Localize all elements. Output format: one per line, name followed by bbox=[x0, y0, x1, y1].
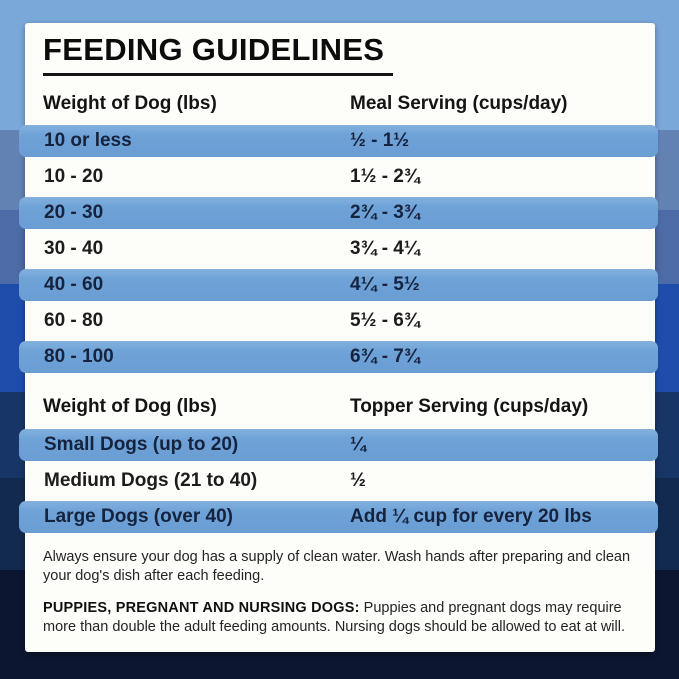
feeding-guidelines-panel bbox=[25, 23, 655, 652]
serving-cell: 2¾ - 3¾ bbox=[350, 202, 420, 223]
meal-table-header bbox=[25, 92, 655, 116]
weight-cell: 60 - 80 bbox=[44, 310, 104, 331]
weight-cell: 40 - 60 bbox=[44, 274, 104, 295]
table-row bbox=[19, 233, 658, 265]
serving-cell: 5½ - 6¾ bbox=[350, 310, 420, 331]
weight-cell: 80 - 100 bbox=[44, 346, 114, 367]
meal-serving-column-header: Meal Serving (cups/day) bbox=[350, 93, 568, 114]
weight-cell: Small Dogs (up to 20) bbox=[44, 434, 239, 455]
serving-cell: ½ - 1½ bbox=[350, 130, 410, 151]
table-row bbox=[19, 161, 658, 193]
meal-table bbox=[25, 125, 655, 373]
topper-table bbox=[25, 429, 655, 533]
serving-cell: ½ bbox=[350, 470, 366, 491]
care-notes bbox=[43, 548, 641, 637]
topper-table-header bbox=[25, 395, 655, 419]
table-row bbox=[19, 429, 658, 461]
serving-cell: ¼ bbox=[350, 434, 366, 455]
table-row bbox=[19, 125, 658, 157]
table-row bbox=[19, 305, 658, 337]
serving-cell: 1½ - 2¾ bbox=[350, 166, 420, 187]
weight-cell: 10 - 20 bbox=[44, 166, 104, 187]
serving-cell: 3¾ - 4¼ bbox=[350, 238, 420, 259]
page-title: FEEDING GUIDELINES bbox=[43, 32, 385, 67]
weight-cell: Large Dogs (over 40) bbox=[44, 506, 233, 527]
weight-cell: 10 or less bbox=[44, 130, 132, 151]
weight-column-header: Weight of Dog (lbs) bbox=[43, 396, 217, 417]
table-row bbox=[19, 465, 658, 497]
title-underline bbox=[43, 73, 393, 76]
puppies-note bbox=[43, 599, 641, 637]
weight-column-header: Weight of Dog (lbs) bbox=[43, 93, 217, 114]
weight-cell: 20 - 30 bbox=[44, 202, 104, 223]
puppies-note-text: Puppies and pregnant dogs may require more than double the adult feeding amounts. Nursing dogs should be allowed to eat at will. bbox=[43, 600, 625, 635]
water-note: Always ensure your dog has a supply of clean water. Wash hands after preparing and clean your dog's dish after each feeding. bbox=[43, 549, 631, 584]
topper-serving-column-header: Topper Serving (cups/day) bbox=[350, 396, 589, 417]
table-row bbox=[19, 269, 658, 301]
weight-cell: Medium Dogs (21 to 40) bbox=[44, 470, 258, 491]
serving-cell: 4¼ - 5½ bbox=[350, 274, 420, 295]
table-row bbox=[19, 341, 658, 373]
serving-cell: 6¾ - 7¾ bbox=[350, 346, 420, 367]
weight-cell: 30 - 40 bbox=[44, 238, 104, 259]
table-row bbox=[19, 197, 658, 229]
serving-cell: Add ¼ cup for every 20 lbs bbox=[350, 506, 592, 527]
table-row bbox=[19, 501, 658, 533]
puppies-note-label: PUPPIES, PREGNANT AND NURSING DOGS: bbox=[43, 600, 360, 616]
